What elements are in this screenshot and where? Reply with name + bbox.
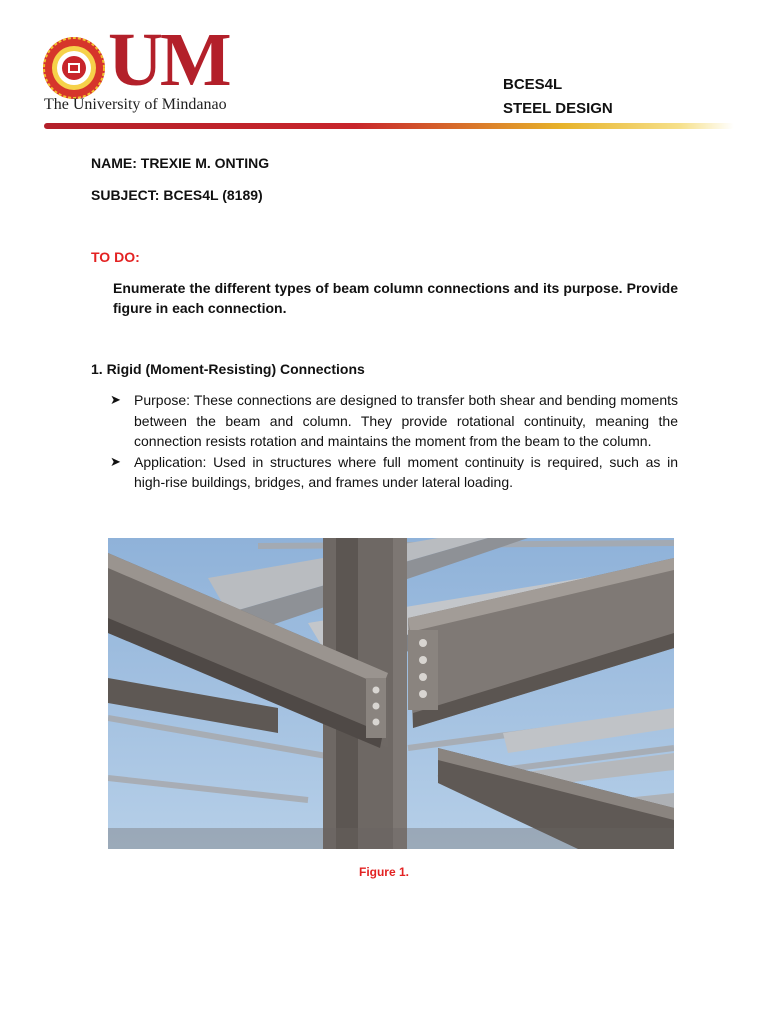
arrowhead-bullet-icon: ➤ bbox=[110, 453, 121, 469]
course-header bbox=[503, 73, 613, 121]
logo-wordmark: UM bbox=[108, 18, 229, 102]
subject-line: SUBJECT: BCES4L (8189) bbox=[91, 187, 263, 203]
arrowhead-bullet-icon: ➤ bbox=[110, 392, 121, 407]
list-item bbox=[110, 390, 678, 452]
bullet-text-purpose: Purpose: These connections are designed to transfer both shear and bending moments between the beam and column. They provide rotational continuity, meaning the connection resists rotation and maintains the moment from the beam to the column. bbox=[134, 392, 678, 449]
university-logo bbox=[42, 18, 262, 118]
university-seal-icon bbox=[42, 36, 106, 100]
todo-label: TO DO: bbox=[91, 249, 140, 265]
list-item bbox=[110, 452, 678, 493]
section-title: 1. Rigid (Moment-Resisting) Connections bbox=[91, 361, 365, 377]
header-divider bbox=[44, 123, 734, 129]
university-name: The University of Mindanao bbox=[44, 96, 227, 113]
course-title: STEEL DESIGN bbox=[503, 100, 613, 117]
course-code: BCES4L bbox=[503, 76, 563, 93]
student-name: NAME: TREXIE M. ONTING bbox=[91, 155, 270, 171]
task-instruction: Enumerate the different types of beam column connections and its purpose. Provide figure in each connection. bbox=[113, 280, 678, 316]
figure-caption: Figure 1. bbox=[358, 865, 409, 879]
bullet-text-application: Application: Used in structures where full moment continuity is required, such as in high-rise buildings, bridges, and frames under lateral loading. bbox=[134, 453, 678, 490]
figure-image bbox=[108, 538, 674, 849]
steel-connection-photo bbox=[108, 538, 674, 849]
bullet-list bbox=[110, 390, 678, 493]
